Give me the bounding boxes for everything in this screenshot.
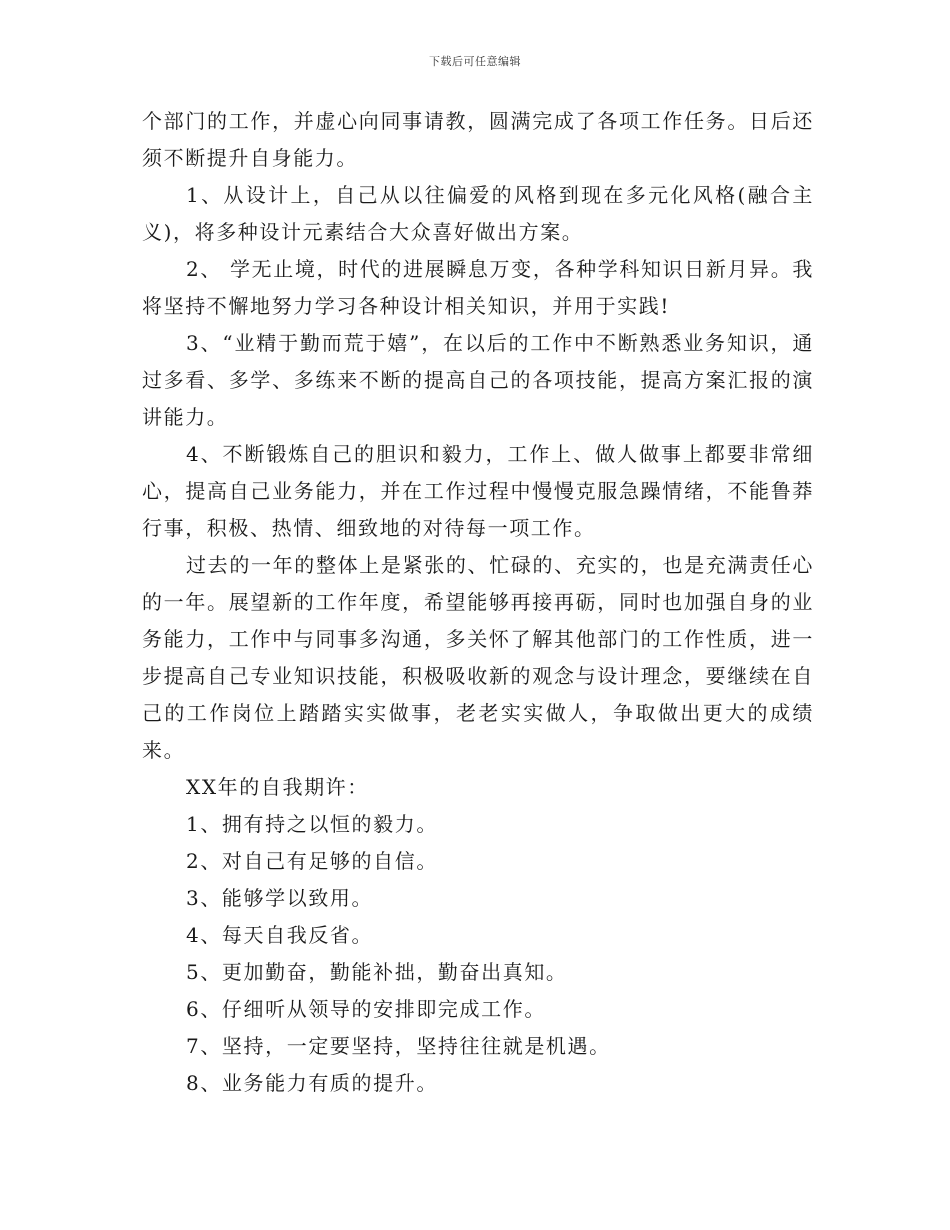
expectation-item-2: 2、对自己有足够的自信。 [186,849,438,873]
expectation-item-6: 6、仔细听从领导的安排即完成工作。 [186,997,546,1021]
paragraph-item-2-learning: 2、 学无止境，时代的进展瞬息万变，各种学科知识日新月异。我将坚持不懈地努力学习各种设计相关知识，并用于实践! [142,257,814,318]
paragraph-continuation: 个部门的工作，并虚心向同事请教，圆满完成了各项工作任务。日后还须不断提升自身能力。 [142,109,814,170]
expectations-heading: XX年的自我期许： [186,775,369,799]
expectation-item-3: 3、能够学以致用。 [186,886,374,910]
expectation-item-8: 8、业务能力有质的提升。 [186,1071,438,1095]
paragraph-summary: 过去的一年的整体上是紧张的、忙碌的、充实的，也是充满责任心的一年。展望新的工作年度，希望能够再接再砺，同时也加强自身的业务能力，工作中与同事多沟通，多关怀了解其他部门的工作性质，进一步提高自己专业知识技能，积极吸收新的观念与设计理念，要继续在自己的工作岗位上踏踏实实做事，老老实实做人，争取做出更大的成绩来。 [142,553,814,762]
expectation-item-1: 1、拥有持之以恒的毅力。 [186,812,438,836]
paragraph-item-3-skills: 3、“业精于勤而荒于嬉”，在以后的工作中不断熟悉业务知识，通过多看、多学、多练来不断的提高自己的各项技能，提高方案汇报的演讲能力。 [142,331,814,429]
document-body [142,103,814,1102]
expectation-item-5: 5、更加勤奋，勤能补拙，勤奋出真知。 [186,960,568,984]
expectation-item-7: 7、坚持，一定要坚持，坚持往往就是机遇。 [186,1034,611,1058]
paragraph-item-4-courage: 4、不断锻炼自己的胆识和毅力，工作上、做人做事上都要非常细心，提高自己业务能力，并在工作过程中慢慢克服急躁情绪，不能鲁莽行事，积极、热情、细致地的对待每一项工作。 [142,442,814,540]
paragraph-item-1-design: 1、从设计上，自己从以往偏爱的风格到现在多元化风格(融合主义)，将多种设计元素结合大众喜好做出方案。 [142,183,814,244]
expectation-item-4: 4、每天自我反省。 [186,923,374,947]
page-header: 下载后可任意编辑 [429,55,521,68]
